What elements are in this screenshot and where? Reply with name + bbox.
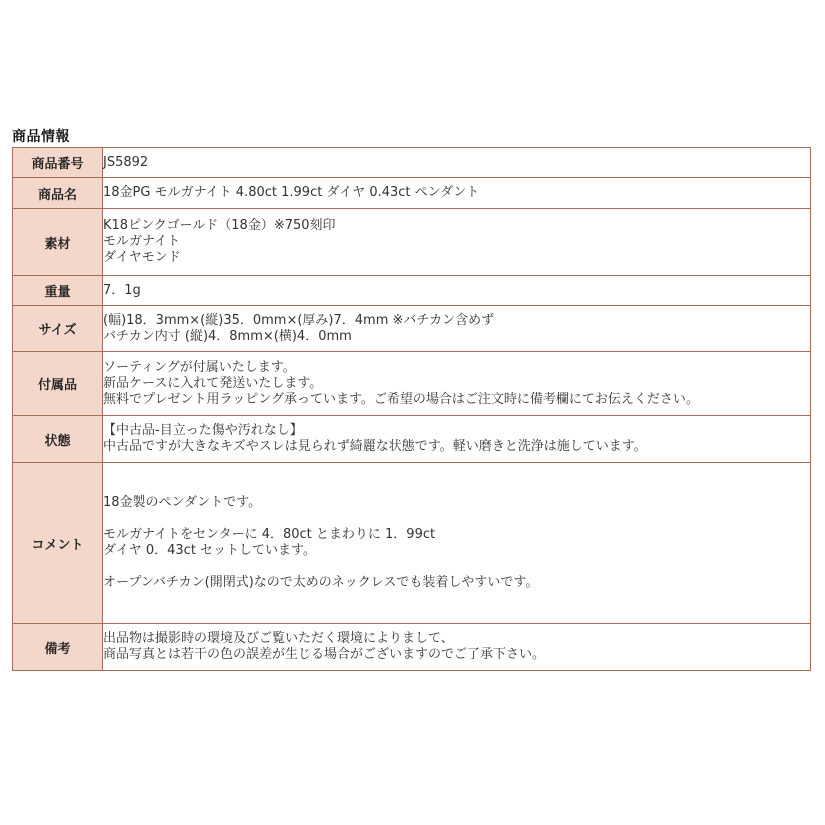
label-condition: 状態 <box>13 416 103 463</box>
comment-line: 18金製のペンダントです。 <box>103 495 262 510</box>
row-notes <box>13 624 811 671</box>
row-accessories <box>13 352 811 416</box>
label-weight: 重量 <box>13 276 103 306</box>
accessories-line: ソーティングが付属いたします。 <box>103 359 296 375</box>
comment-line: モルガナイトをセンターに 4．80ct とまわりに 1．99ct <box>103 527 436 542</box>
condition-line: 中古品ですが大きなキズやスレは見られず綺麗な状態です。軽い磨きと洗浄は施しています。 <box>103 439 647 454</box>
notes-line: 商品写真とは若干の色の誤差が生じる場合がございますのでご了承下さい。 <box>103 647 546 662</box>
value-material <box>103 209 811 276</box>
comment-line: ダイヤ 0．43ct セットしています。 <box>103 543 317 558</box>
label-size: サイズ <box>13 306 103 352</box>
condition-line: 【中古品-目立った傷や汚れなし】 <box>103 423 303 438</box>
material-line: K18ピンクゴールド（18金）※750刻印 <box>103 218 336 233</box>
row-item-number <box>13 148 811 178</box>
row-weight <box>13 276 811 306</box>
label-item-number: 商品番号 <box>13 148 103 178</box>
value-notes <box>103 624 811 671</box>
value-item-number: JS5892 <box>103 148 811 178</box>
value-condition <box>103 416 811 463</box>
comment-spacer <box>103 511 810 527</box>
notes-line: 出品物は撮影時の環境及びご覧いただく環境によりまして、 <box>103 631 454 646</box>
label-material: 素材 <box>13 209 103 276</box>
row-item-name <box>13 178 811 209</box>
value-weight: 7．1g <box>103 276 811 306</box>
material-line: ダイヤモンド <box>103 250 181 265</box>
label-item-name: 商品名 <box>13 178 103 209</box>
product-info-table <box>12 147 811 671</box>
size-line: (幅)18．3mm×(縦)35．0mm×(厚み)7．4mm ※バチカン含めず <box>103 312 495 328</box>
comment-spacer <box>103 559 810 575</box>
section-title: 商品情報 <box>12 129 70 145</box>
label-accessories: 付属品 <box>13 352 103 416</box>
row-material <box>13 209 811 276</box>
value-item-name: 18金PG モルガナイト 4.80ct 1.99ct ダイヤ 0.43ct ペンダント <box>103 178 811 209</box>
row-size <box>13 306 811 352</box>
size-line: バチカン内寸 (縦)4．8mm×(横)4．0mm <box>103 328 352 344</box>
row-condition <box>13 416 811 463</box>
material-line: モルガナイト <box>103 234 181 249</box>
row-comment <box>13 463 811 624</box>
label-comment: コメント <box>13 463 103 624</box>
accessories-line: 無料でプレゼント用ラッピング承っています。ご希望の場合はご注文時に備考欄にてお伝えください。 <box>103 391 699 407</box>
value-comment <box>103 463 811 624</box>
accessories-line: 新品ケースに入れて発送いたします。 <box>103 375 323 391</box>
label-notes: 備考 <box>13 624 103 671</box>
comment-line: オープンバチカン(開閉式)なので太めのネックレスでも装着しやすいです。 <box>103 575 539 590</box>
value-size <box>103 306 811 352</box>
value-accessories <box>103 352 811 416</box>
